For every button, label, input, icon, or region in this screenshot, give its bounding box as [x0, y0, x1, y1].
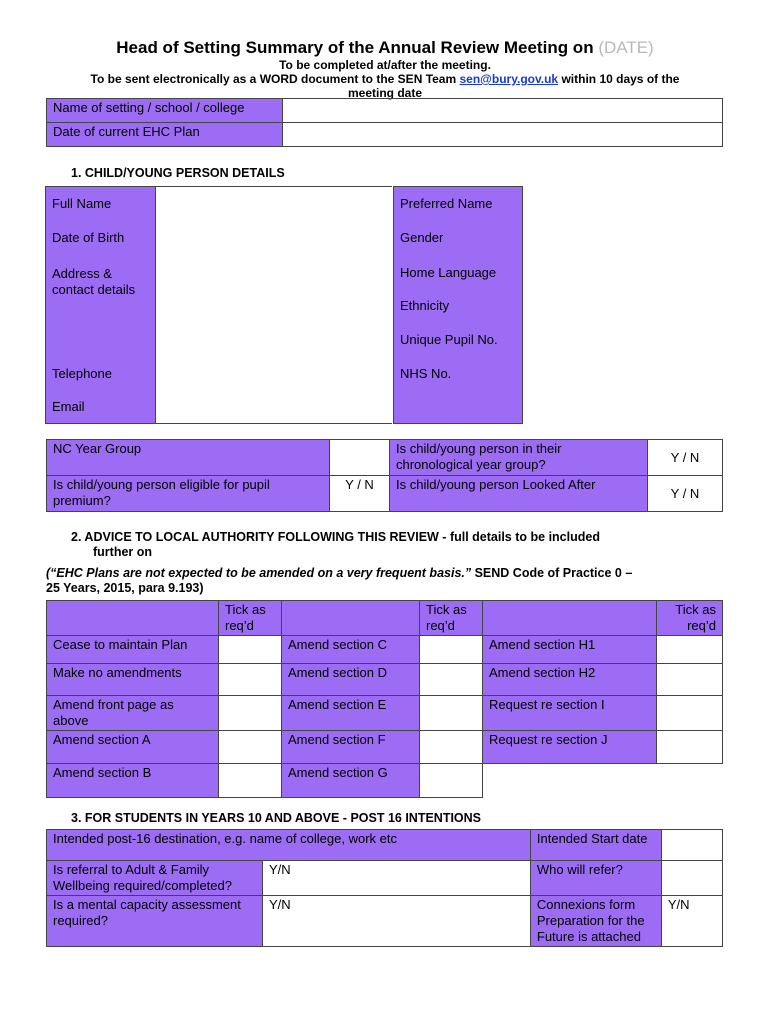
start-date-label: Intended Start date: [530, 830, 661, 861]
amend-d-label: Amend section D: [282, 664, 420, 696]
child-details-left-values[interactable]: [154, 186, 392, 424]
amend-g-label: Amend section G: [282, 764, 420, 798]
request-i-tick[interactable]: [657, 696, 723, 731]
advice-col3-header: [483, 601, 657, 636]
section3-heading: 3. FOR STUDENTS IN YEARS 10 AND ABOVE - POST 16 INTENTIONS: [71, 811, 482, 825]
cease-plan-tick[interactable]: [219, 636, 282, 664]
empty-cell: [657, 764, 723, 798]
amend-f-label: Amend section F: [282, 731, 420, 764]
email-label: Email: [52, 399, 85, 414]
tick-header-3: Tick as req’d: [657, 601, 723, 636]
subtitle-line3: meeting date: [347, 86, 422, 100]
section2-heading: 2. ADVICE TO LOCAL AUTHORITY FOLLOWING THIS REVIEW - full details to be included: [71, 530, 600, 544]
amend-e-tick[interactable]: [420, 696, 483, 731]
connexions-form-answer[interactable]: Y/N: [661, 896, 722, 947]
setting-name-label: Name of setting / school / college: [47, 99, 283, 123]
destination-label: Intended post-16 destination, e.g. name of college, work etc: [47, 830, 531, 861]
nc-year-label: NC Year Group: [47, 440, 330, 476]
ehc-plan-date-field[interactable]: [283, 123, 723, 147]
quote-rest: SEND Code of Practice 0 –: [471, 566, 633, 580]
email-link[interactable]: sen@bury.gov.uk: [459, 72, 559, 86]
amend-d-tick[interactable]: [420, 664, 483, 696]
preferred-name-label: Preferred Name: [400, 196, 493, 211]
no-amendments-tick[interactable]: [219, 664, 282, 696]
looked-after-question: Is child/young person Looked After: [390, 476, 648, 512]
who-refer-field[interactable]: [661, 861, 722, 896]
amend-a-tick[interactable]: [219, 731, 282, 764]
advice-table: [46, 600, 723, 798]
setting-name-field[interactable]: [283, 99, 723, 123]
pupil-premium-question: Is child/young person eligible for pupil premium?: [47, 476, 330, 512]
request-j-label: Request re section J: [483, 731, 657, 764]
amend-b-label: Amend section B: [47, 764, 219, 798]
looked-after-answer[interactable]: Y / N: [648, 476, 723, 512]
amend-h1-label: Amend section H1: [483, 636, 657, 664]
amend-a-label: Amend section A: [47, 731, 219, 764]
amend-h2-label: Amend section H2: [483, 664, 657, 696]
ethnicity-label: Ethnicity: [400, 298, 450, 313]
setting-table: [46, 98, 723, 147]
title-date-placeholder: (DATE): [598, 38, 654, 57]
subtitle-line2-end: within 10 days of the: [561, 72, 680, 86]
dob-label: Date of Birth: [52, 230, 125, 245]
amend-c-tick[interactable]: [420, 636, 483, 664]
subtitle-line2: [40, 72, 730, 86]
code-of-practice-quote: [46, 566, 632, 580]
nc-year-table: [46, 439, 723, 512]
connexions-form-label: Connexions form Preparation for the Future is attached: [530, 896, 661, 947]
quote-italic: (“EHC Plans are not expected to be amended on a very frequent basis.”: [46, 566, 472, 580]
advice-col2-header: [282, 601, 420, 636]
amend-e-label: Amend section E: [282, 696, 420, 731]
telephone-label: Telephone: [52, 366, 112, 381]
amend-c-label: Amend section C: [282, 636, 420, 664]
nhs-no-label: NHS No.: [400, 366, 452, 381]
home-language-label: Home Language: [400, 265, 497, 280]
mental-capacity-question: Is a mental capacity assessment required?: [47, 896, 263, 947]
amend-g-tick[interactable]: [420, 764, 483, 798]
gender-label: Gender: [400, 230, 444, 245]
request-j-tick[interactable]: [657, 731, 723, 764]
who-refer-label: Who will refer?: [530, 861, 661, 896]
section1-heading: 1. CHILD/YOUNG PERSON DETAILS: [71, 166, 285, 180]
referral-question: Is referral to Adult & Family Wellbeing required/completed?: [47, 861, 263, 896]
tick-header-1: Tick as req’d: [219, 601, 282, 636]
upn-label: Unique Pupil No.: [400, 332, 498, 347]
page-title: [0, 38, 770, 58]
mental-capacity-answer[interactable]: Y/N: [263, 896, 531, 947]
child-details-left-panel: [45, 186, 156, 424]
request-i-label: Request re section I: [483, 696, 657, 731]
subtitle-line1: To be completed at/after the meeting.: [279, 58, 491, 72]
amend-b-tick[interactable]: [219, 764, 282, 798]
cease-plan-label: Cease to maintain Plan: [47, 636, 219, 664]
amend-f-tick[interactable]: [420, 731, 483, 764]
title-text: Head of Setting Summary of the Annual Review Meeting on: [116, 38, 594, 57]
section2-heading-cont: further on: [93, 545, 153, 559]
pupil-premium-answer[interactable]: Y / N: [330, 476, 390, 512]
advice-col1-header: [47, 601, 219, 636]
address-label: Address & contact details: [52, 266, 136, 297]
chronological-year-question: Is child/young person in their chronological year group?: [390, 440, 648, 476]
start-date-field[interactable]: [661, 830, 722, 861]
nc-year-field[interactable]: [330, 440, 390, 476]
amend-front-page-tick[interactable]: [219, 696, 282, 731]
tick-header-2: Tick as req’d: [420, 601, 483, 636]
code-of-practice-ref: 25 Years, 2015, para 9.193): [46, 581, 204, 595]
amend-h1-tick[interactable]: [657, 636, 723, 664]
ehc-plan-date-label: Date of current EHC Plan: [47, 123, 283, 147]
subtitle-line2-text: To be sent electronically as a WORD document to the SEN Team: [90, 72, 457, 86]
amend-h2-tick[interactable]: [657, 664, 723, 696]
empty-cell: [483, 764, 657, 798]
no-amendments-label: Make no amendments: [47, 664, 219, 696]
referral-answer[interactable]: Y/N: [263, 861, 531, 896]
chronological-year-answer[interactable]: Y / N: [648, 440, 723, 476]
post16-table: [46, 829, 723, 947]
amend-front-page-label: Amend front page as above: [47, 696, 219, 731]
full-name-label: Full Name: [52, 196, 112, 211]
